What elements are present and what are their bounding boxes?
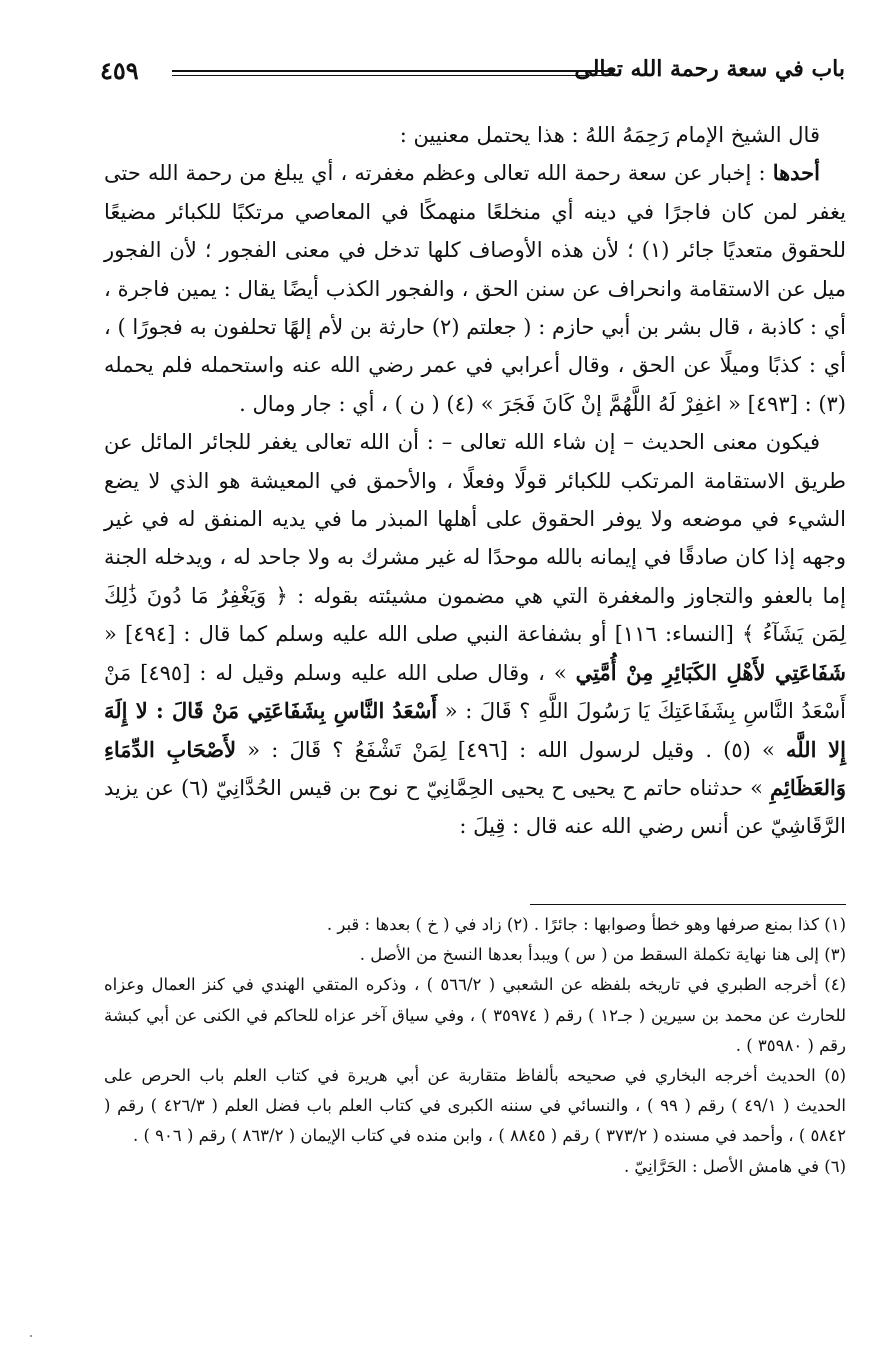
chapter-title: باب في سعة رحمة الله تعالى [574,56,845,82]
paragraph-1-lead: أحدها [772,160,820,186]
scan-speck [30,1335,32,1337]
paragraph-1-text: : إخبار عن سعة رحمة الله تعالى وعظم مغفرته ، أي يبلغ من رحمة الله حتى يغفر لمن كان فاجرًا في دينه أي منخلعًا منهمكًا في المعاصي مرتكبًا للكبائر مضيعًا للحقوق متعديًا جائر (١) ؛ لأن هذه الأوصاف كلها تدخل في معنى الفجور ؛ لأن الفجور ميل عن الاستقامة وانحراف عن سنن الحق ، والفجور الكذب أيضًا يقال : يمين فاجرة ، أي : كاذبة ، قال بشر بن أبي حازم : ( جعلتم (٢) حارثة بن لأم إلهًا تحلفون به فجورًا ) ، أي : كذبًا وميلًا عن الحق ، وقال أعرابي في عمر رضي الله عنه واستحمله فلم يحمله (٣) : [٤٩٣] « اغفِرْ لَهُ اللَّهُمَّ إنْ كَانَ فَجَرَ » (٤) ( ن ) ، أي : جار ومال . [104,161,847,416]
page-number: ٤٥٩ [100,56,139,85]
footnote: (٦) في هامش الأصل : الحَرَّانِيّ . [623,1156,846,1176]
intro-line: قال الشيخ الإمام رَحِمَهُ اللهُ : هذا يحتمل معنيين : [399,123,820,147]
hadith-quote-1: شَفَاعَتِي لأَهْلِ الكَبَائِرِ مِنْ أُمَّتِي [575,659,846,685]
running-header [100,56,845,98]
footnotes [104,910,846,1182]
paragraph-1 [104,154,846,423]
footnote-separator [530,904,846,905]
hadith-quote-2: أَسْعَدُ النَّاسِ بِشَفَاعَتِي مَنْ قَالَ : لا إِلَهَ إِلا اللَّه [104,698,846,762]
header-rule [172,70,615,72]
paragraph-2-text-4: » حدثناه حاتم ح يحيى ح يحيى الحِمَّانِيّ ح نوح بن قيس الحُدَّانِيّ (٦) عن يزيد الرَّقَاشِيّ عن أنس رضي الله عنه قال : قِيلَ : [104,775,846,839]
main-text [104,116,846,846]
header-rule-thin [172,75,615,76]
hadith-quote-3: لأَصْحَابِ الدِّمَاءِ وَالعَظَائِمِ [104,736,846,800]
footnote: (١) كذا بمنع صرفها وهو خطأ وصوابها : جائرًا . (٢) زاد في ( خ ) بعدها : قبر . [326,915,846,934]
paragraph-2 [104,423,846,845]
paragraph-2-text: فيكون معنى الحديث – إن شاء الله تعالى – : أن الله تعالى يغفر للجائر المائل عن طريق الاستقامة المرتكب للكبائر قولًا وفعلًا ، والأحمق في المعيشة هو الذي لا يضع الشيء في موضعه ولا يوفر الحقوق على أهلها المبذر ما في يديه المنفق له في غير وجهه إذا كان صادقًا في إيمانه بالله موحدًا له غير مشرك به ولا جاحد له ، ويدخله الجنة إما بالعفو والتجاوز والمغفرة التي هي مضمون مشيئته بقوله : ﴿ وَيَغْفِرُ مَا دُونَ ذَٰلِكَ لِمَن يَشَآءُ ﴾ [النساء: ١١٦] أو بشفاعة النبي صلى الله عليه وسلم كما قال : [٤٩٤] « [104,430,846,647]
footnote: (٣) إلى هنا نهاية تكملة السقط من ( س ) ويبدأ بعدها النسخ من الأصل . [359,945,846,965]
footnote: (٤) أخرجه الطبري في تاريخه بلفظه عن الشعبي ( ٥٦٦/٢ ) ، وذكره المتقي الهندي في كنز العمال وعزاه للحارث عن محمد بن سيرين ( جـ١٢ ) رقم ( ٣٥٩٧٤ ) ، وفي سياق آخر عزاه للحاكم في الكنى عن أبي كبشة رقم ( ٣٥٩٨٠ ) . [104,975,846,1055]
footnote: (٥) الحديث أخرجه البخاري في صحيحه بألفاظ متقاربة عن أبي هريرة في كتاب العلم باب الحرص على الحديث ( ٤٩/١ ) رقم ( ٩٩ ) ، والنسائي في سننه الكبرى في كتاب العلم باب فضل العلم ( ٤٢٦/٣ ) رقم ( ٥٨٤٢ ) ، وأحمد في مسنده ( ٣٧٣/٢ ) رقم ( ٨٨٤٥ ) ، وابن منده في كتاب الإيمان ( ٨٦٣/٢ ) رقم ( ٩٠٦ ) . [104,1066,846,1146]
paragraph-2-text-2: » ، وقال صلى الله عليه وسلم وقيل له : [٤٩٥] مَنْ أَسْعَدُ النَّاسِ بِشَفَاعَتِكَ يَا رَسُولَ اللَّهِ ؟ قَالَ : « [104,660,847,724]
paragraph-2-text-3: » (٥) . وقيل لرسول الله : [٤٩٦] لِمَنْ تَشْفَعُ ؟ قَالَ : « [236,737,786,762]
